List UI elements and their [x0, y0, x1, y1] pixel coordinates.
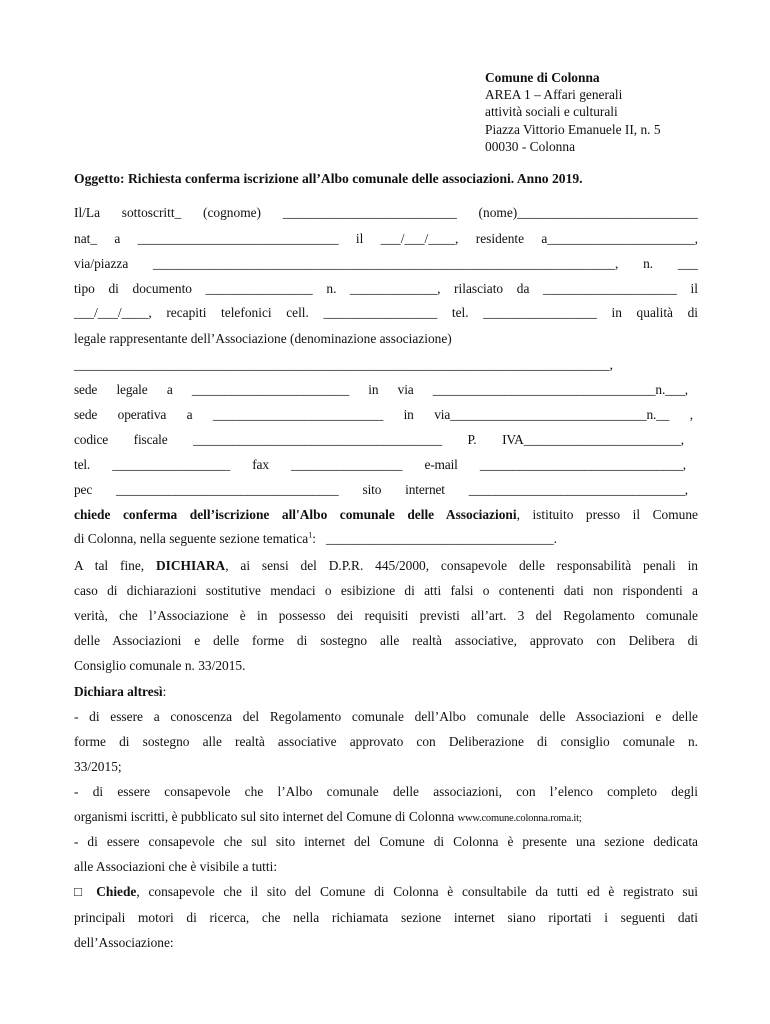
list-item-line: - di essere consapevole che l’Albo comunale delle associazioni, con l’elenco completo degli: [74, 784, 698, 799]
thematic-section-blank: : __________________________________.: [312, 531, 558, 546]
recipient-line: Piazza Vittorio Emanuele II, n. 5: [485, 121, 661, 137]
list-item-line: forme di sostegno alle realtà associative approvato con Deliberazione di consiglio comunale n.: [74, 734, 698, 749]
form-line-birth: nat_ a ______________________________ il ___/___/____, residente a______________________,: [74, 231, 698, 246]
form-line-address: via/piazza _____________________________________________________________________, n. ___: [74, 256, 698, 271]
list-item-line: - di essere consapevole che sul sito internet del Comune di Colonna è presente una sezione dedicata: [74, 834, 698, 849]
declaration-line: [74, 558, 698, 574]
request-publication-line: principali motori di ricerca, che nella richiamata sezione internet siano riportati i seguenti dati: [74, 910, 698, 925]
thematic-section-line: [74, 531, 557, 547]
heading-bold: Dichiara altresì: [74, 684, 163, 699]
request-publication-bold: Chiede: [96, 884, 137, 899]
recipient-name: Comune di Colonna: [485, 70, 600, 85]
declaration-rest: , ai sensi del D.P.R. 445/2000, consapevole delle responsabilità penali in: [225, 558, 698, 573]
list-item-line: - di essere a conoscenza del Regolamento comunale dell’Albo comunale delle Associazioni e delle: [74, 709, 698, 724]
list-item-line: [74, 809, 582, 827]
request-rest: , istituito presso il Comune: [516, 507, 698, 522]
list-item-line: 33/2015;: [74, 759, 122, 774]
heading-colon: :: [162, 684, 167, 699]
form-line-name: Il/La sottoscritt_ (cognome) __________________________ (nome)___________________________: [74, 205, 698, 220]
declaration-line: delle Associazioni e delle forme di sostegno alle realtà associative, approvato con Delibera di: [74, 633, 698, 648]
form-line-association-name: ________________________________________________________________________________,: [74, 357, 613, 372]
additional-declaration-heading: [74, 684, 166, 700]
website-url: www.comune.colonna.roma.it;: [457, 813, 582, 824]
form-line-operative-seat: sede operativa a __________________________ in via______________________________n.__ ,: [74, 407, 693, 422]
list-item-text: organismi iscritti, è pubblicato sul sito internet del Comune di Colonna: [74, 809, 458, 824]
checkbox[interactable]: □: [74, 884, 88, 899]
declaration-bold: DICHIARA: [156, 558, 226, 573]
thematic-section-text: di Colonna, nella seguente sezione tematica: [74, 531, 309, 546]
form-line-phones: ___/___/____, recapiti telefonici cell. _________________ tel. _________________ in qualità di: [74, 305, 698, 320]
declaration-line: Consiglio comunale n. 33/2015.: [74, 658, 246, 673]
subject-line: Oggetto: Richiesta conferma iscrizione all’Albo comunale delle associazioni. Anno 2019.: [74, 171, 583, 186]
request-publication-rest: , consapevole che il sito del Comune di Colonna è consultabile da tutti ed è registrato sui: [136, 884, 698, 899]
form-line-contacts: tel. __________________ fax _________________ e-mail _______________________________,: [74, 457, 686, 472]
form-line-tax-code: codice fiscale ______________________________________ P. IVA________________________,: [74, 432, 684, 447]
recipient-line: attività sociali e culturali: [485, 104, 618, 120]
form-line-pec-website: pec __________________________________ sito internet _________________________________,: [74, 482, 688, 497]
list-item-line: alle Associazioni che è visibile a tutti:: [74, 859, 278, 874]
request-publication-line: dell’Associazione:: [74, 935, 174, 950]
declaration-line: caso di dichiarazioni sostitutive mendaci o esibizione di atti falsi o contenenti dati non rispondenti a: [74, 583, 698, 598]
form-line-representative: legale rappresentante dell’Associazione (denominazione associazione): [74, 331, 452, 346]
recipient-line: AREA 1 – Affari generali: [485, 87, 623, 103]
request-bold: chiede conferma dell’iscrizione all'Albo comunale delle Associazioni: [74, 507, 517, 522]
form-line-legal-seat: sede legale a ________________________ in via __________________________________n.___,: [74, 382, 688, 397]
request-confirmation-line: [74, 507, 698, 523]
request-publication-line: [74, 884, 698, 900]
footnote-mark: 1: [308, 530, 313, 540]
form-line-document: tipo di documento ________________ n. _____________, rilasciato da ____________________ il: [74, 281, 698, 296]
declaration-line: verità, che l’Associazione è in possesso dei requisiti previsti all’art. 3 del Regolamento comunale: [74, 608, 698, 623]
recipient-address-block: [485, 69, 661, 155]
declaration-lead: A tal fine,: [74, 558, 156, 573]
recipient-line: 00030 - Colonna: [485, 138, 576, 154]
